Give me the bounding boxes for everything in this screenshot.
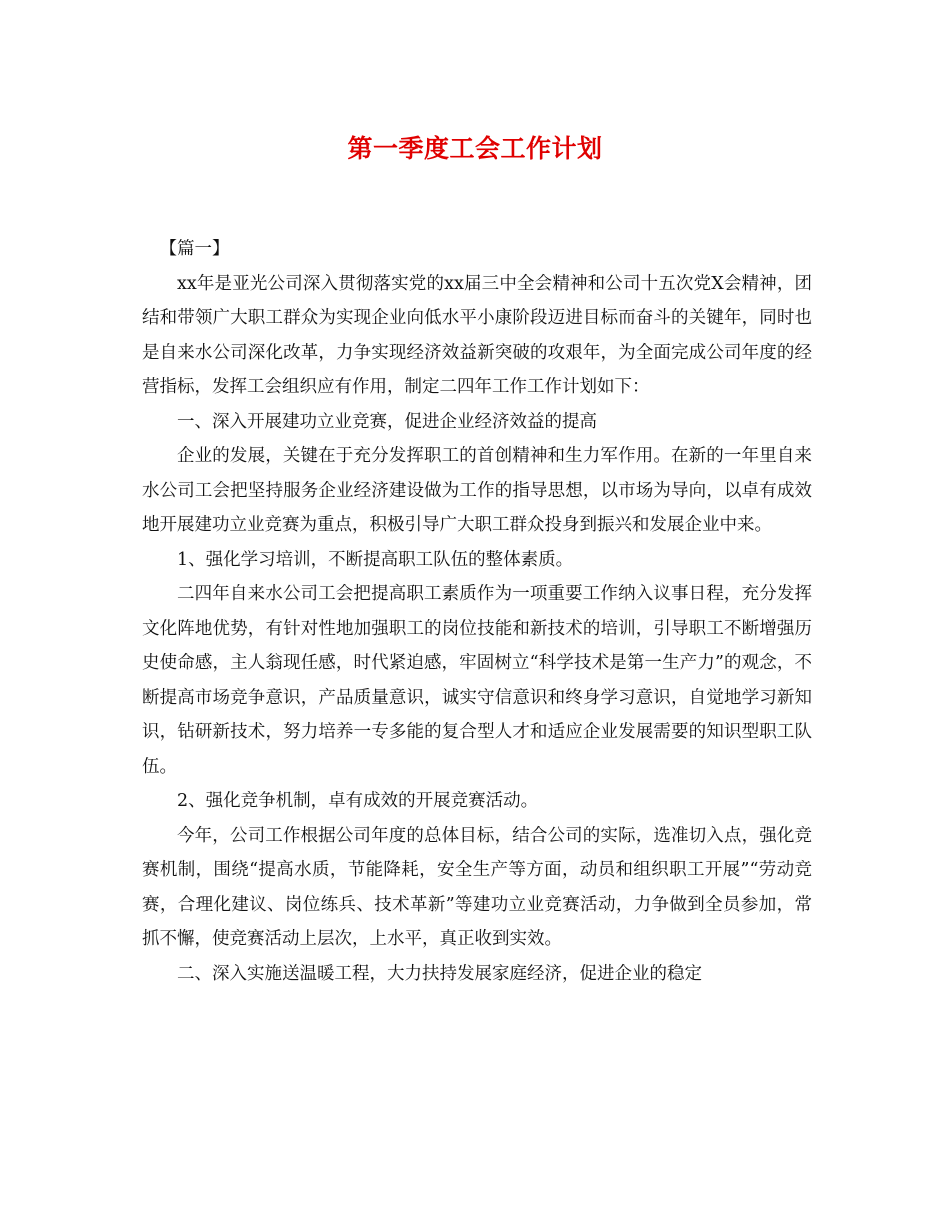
- paragraph-training: 二四年自来水公司工会把提高职工素质作为一项重要工作纳入议事日程，充分发挥文化阵地优势，有针对性地加强职工的岗位技能和新技术的培训，引导职工不断增强历史使命感，主人翁现任感，时代紧迫感，牢固树立“科学技术是第一生产力”的观念，不断提高市场竞争意识，产品质量意识，诚实守信意识和终身学习意识，自觉地学习新知识，钻研新技术，努力培养一专多能的复合型人才和适应企业发展需要的知识型职工队伍。: [142, 584, 812, 777]
- intro-paragraph: xx年是亚光公司深入贯彻落实党的xx届三中全会精神和公司十五次党X会精神，团结和带领广大职工群众为实现企业向低水平小康阶段迈进目标而奋斗的关键年，同时也是自来水公司深化改革，力争实现经济效益新突破的攻艰年，为全面完成公司年度的经营指标，发挥工会组织应有作用，制定二四年工作工作计划如下：: [142, 273, 812, 397]
- document-body: [142, 232, 812, 991]
- heading-two: 二、深入实施送温暖工程，大力扶持发展家庭经济，促进企业的稳定: [177, 963, 702, 984]
- paragraph-competition: 今年，公司工作根据公司年度的总体目标，结合公司的实际，选准切入点，强化竞赛机制，围绕“提高水质，节能降耗，安全生产等方面，动员和组织职工开展”“劳动竞赛，合理化建议、岗位练兵、技术革新”等建功立业竞赛活动，力争做到全员参加，常抓不懈，使竞赛活动上层次，上水平，真正收到实效。: [142, 825, 812, 949]
- paragraph-enterprise-development: 企业的发展，关键在于充分发挥职工的首创精神和生力军作用。在新的一年里自来水公司工会把坚持服务企业经济建设做为工作的指导思想，以市场为导向，以卓有成效地开展建功立业竞赛为重点，积极引导广大职工群众投身到振兴和发展企业中来。: [142, 446, 812, 535]
- subheading-competition: 2、强化竞争机制，卓有成效的开展竞赛活动。: [177, 791, 539, 811]
- subheading-training: 1、强化学习培训，不断提高职工队伍的整体素质。: [177, 549, 574, 570]
- section-tag: 【篇一】: [159, 239, 230, 259]
- document-title: 第一季度工会工作计划: [347, 134, 603, 163]
- heading-one: 一、深入开展建功立业竞赛，促进企业经济效益的提高: [177, 411, 597, 432]
